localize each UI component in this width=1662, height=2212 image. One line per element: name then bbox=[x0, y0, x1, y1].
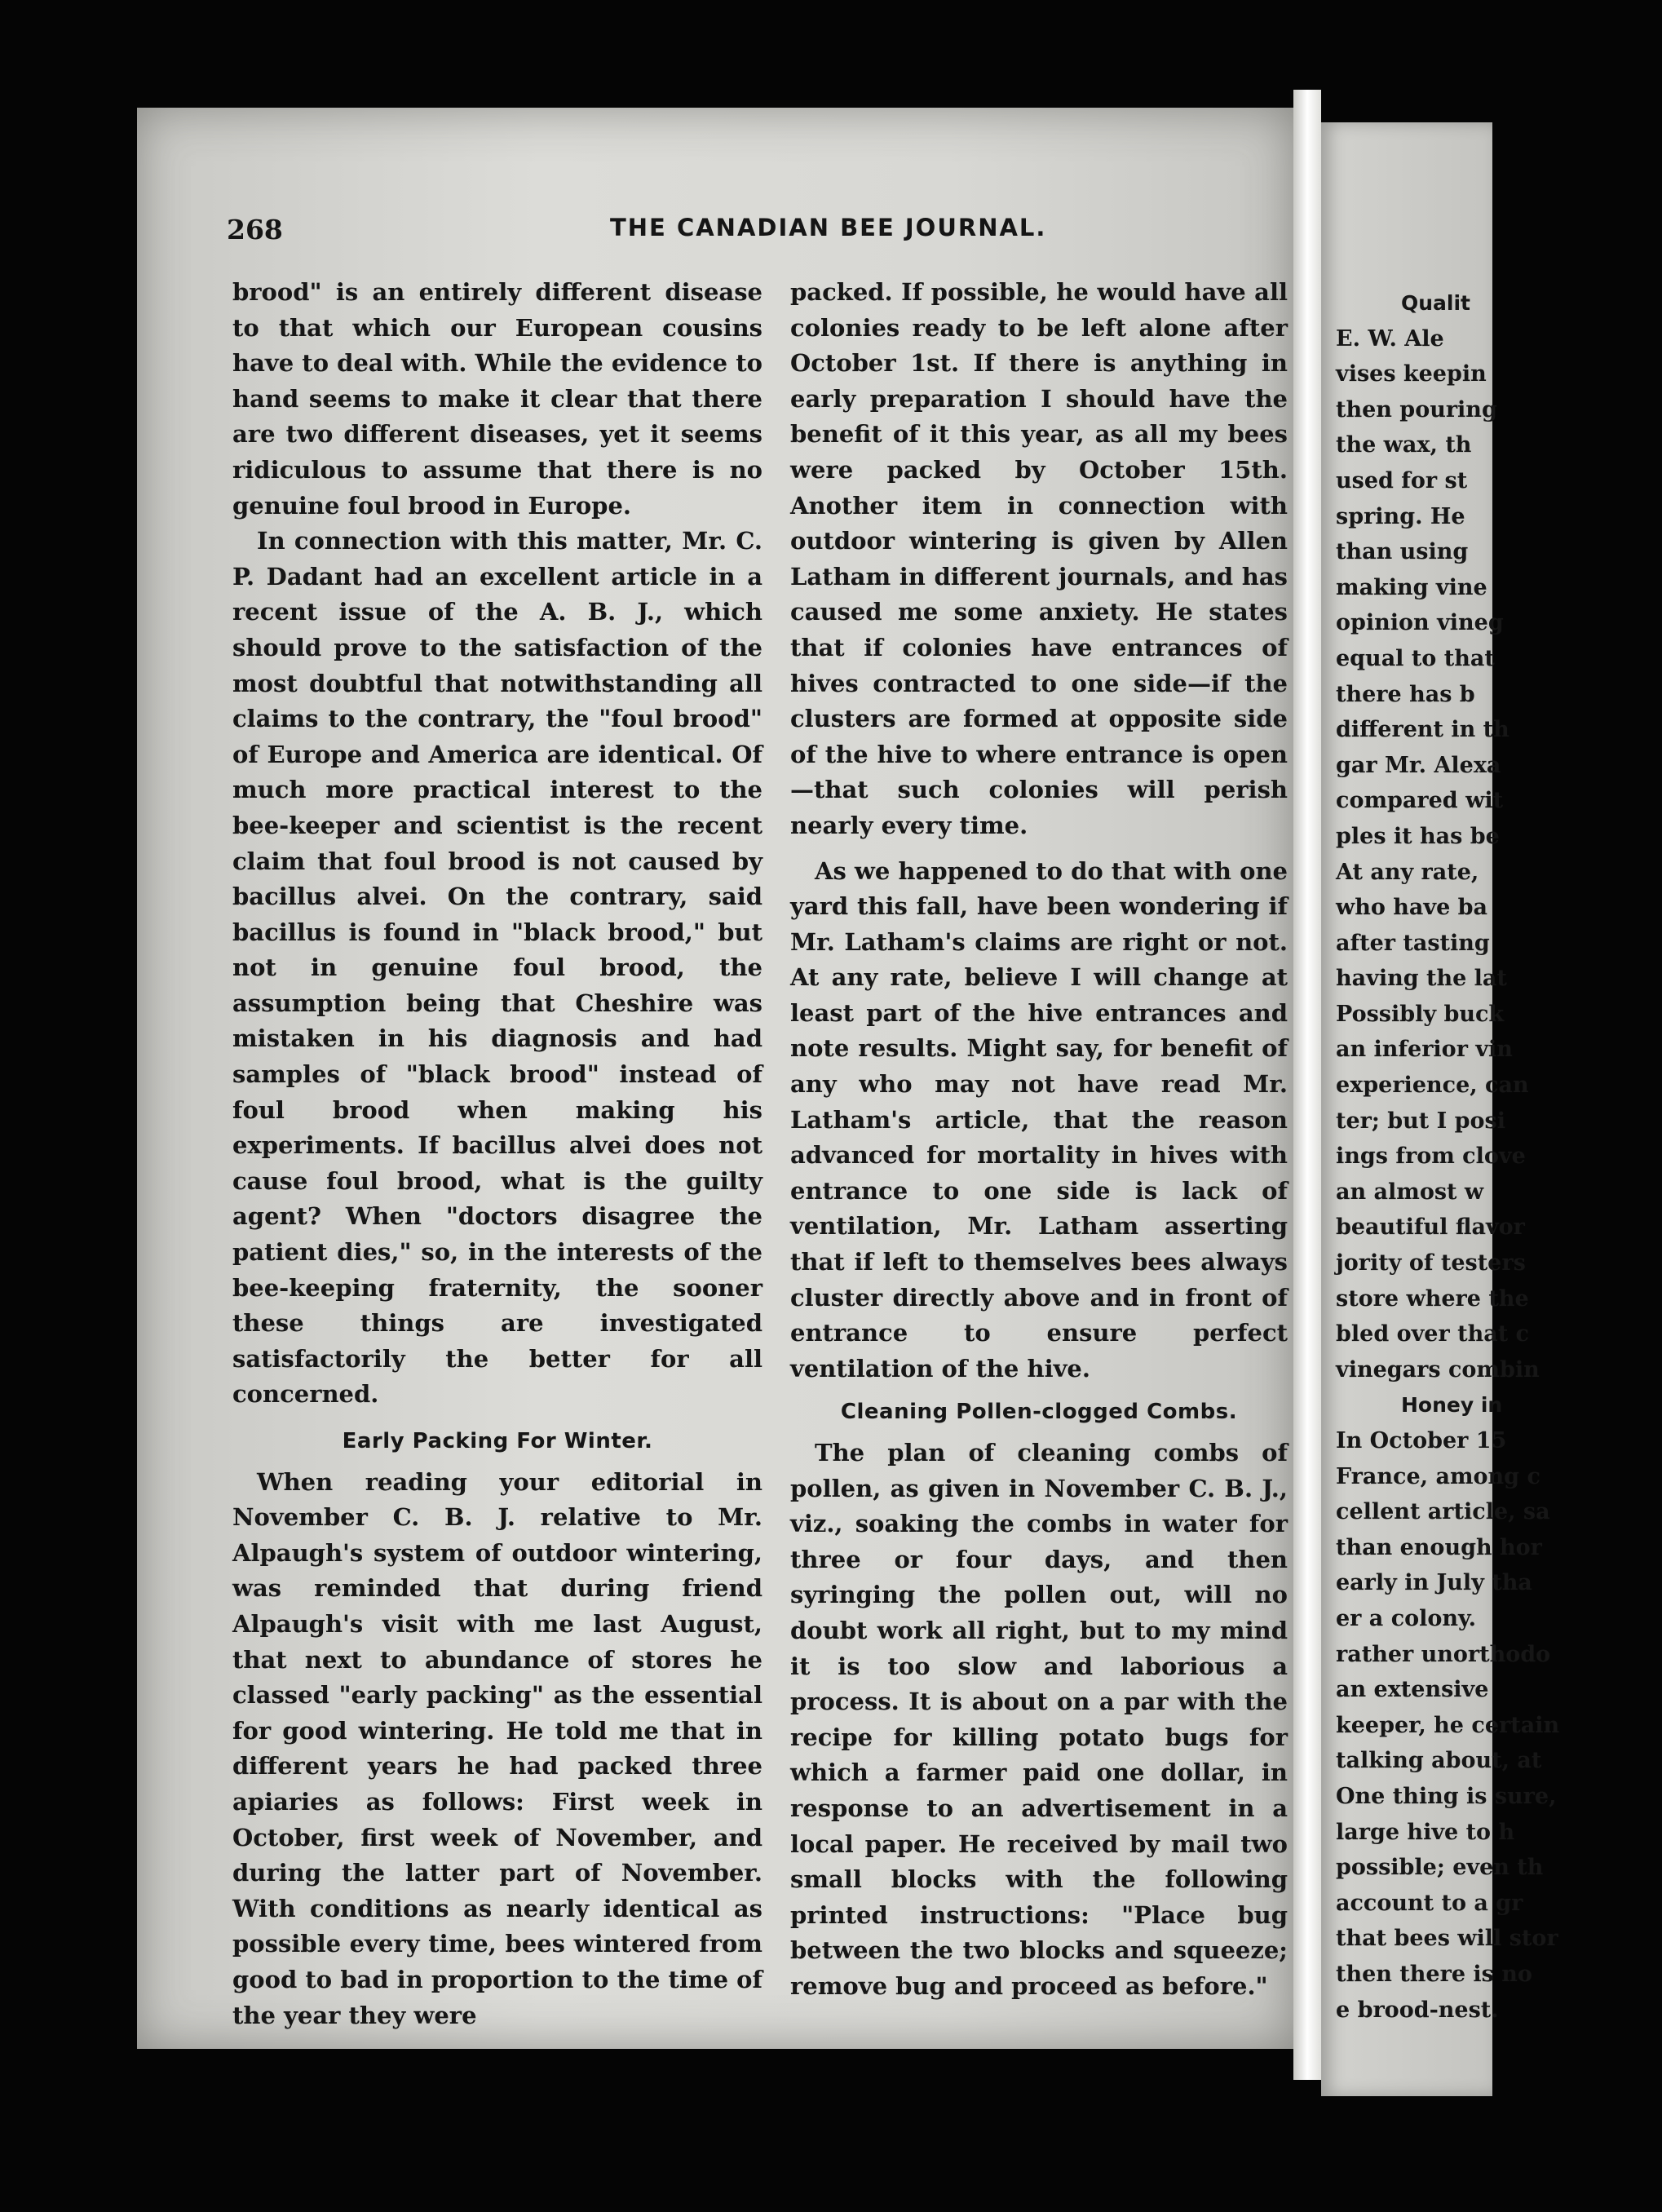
adjacent-page-line: an extensive bbox=[1336, 1677, 1489, 1703]
adjacent-page-line: er a colony. bbox=[1336, 1605, 1477, 1631]
adjacent-page-line: talking about, at bbox=[1336, 1748, 1542, 1774]
left-paragraph-2: In connection with this matter, Mr. C. P. Dadant had an excellent article in a recent issue of the A. B. J., which should prove to the satisfaction of the most doubtful that notwithstanding all claims to the contrary, the "foul brood" of Europe and America are identical. Of much more practical interest to the bee-keeper and scientist is the recent claim that foul brood is not caused by bacillus alvei. On the contrary, said bacillus is found in "black brood," but not in genuine foul brood, the assumption being that Cheshire was mistaken in his diagnosis and had samples of "black brood" instead of foul brood when making his experiments. If bacillus alvei does not cause foul brood, what is the guilty agent? When "doctors disagree the patient dies," so, in the interests of the bee-keeping fraternity, the sooner these things are investigated satisfactorily the better for all concerned. bbox=[232, 527, 762, 1409]
adjacent-page-line: Qualit bbox=[1401, 291, 1471, 315]
adjacent-page-line: At any rate, bbox=[1336, 859, 1479, 885]
adjacent-page-line: than using bbox=[1336, 539, 1469, 565]
middle-paragraph-2: As we happened to do that with one yard this fall, have been wondering if Mr. Latham's claims are right or not. At any rate, believe I will change at least part of the hive entrances and note results. Might say, for benefit of any who may not have read Mr. Latham's article, that the reason advanced for mortality in hives with entrance to one side is lack of ventilation, Mr. Latham asserting that if left to themselves bees always cluster directly above and in front of entrance to ensure perfect ventilation of the hive. bbox=[790, 856, 1288, 1382]
adjacent-page-line: there has b bbox=[1336, 681, 1475, 707]
adjacent-page-line: then there is no bbox=[1336, 1961, 1532, 1987]
adjacent-page-line: equal to that bbox=[1336, 645, 1495, 671]
adjacent-page-line: ter; but I posi bbox=[1336, 1108, 1505, 1134]
section-heading-early-packing: Early Packing For Winter. bbox=[342, 1429, 653, 1453]
middle-column bbox=[790, 275, 1288, 2005]
left-column bbox=[232, 275, 762, 2033]
left-paragraph-1: brood" is an entirely different disease to that which our European cousins have to deal with. While the evidence to hand seems to make it clear that there are two different diseases, yet it seems ridiculous to assume that there is no genuine foul brood in Europe. bbox=[232, 278, 762, 520]
adjacent-page-line: opinion vineg bbox=[1336, 610, 1504, 636]
adjacent-page-line: One thing is sure, bbox=[1336, 1783, 1557, 1809]
adjacent-page-line: different in th bbox=[1336, 717, 1510, 743]
adjacent-page-line: making vine bbox=[1336, 574, 1487, 600]
page-gutter bbox=[1293, 90, 1321, 2080]
journal-page bbox=[137, 108, 1293, 2049]
adjacent-page-line: cellent article, sa bbox=[1336, 1499, 1550, 1525]
left-paragraph-3: When reading your editorial in November C. B. J. relative to Mr. Alpaugh's system of outdoor wintering, was reminded that during friend Alpaugh's visit with me last August, that next to abundance of stores he classed "early packing" as the essential for good wintering. He told me that in different years he had packed three apiaries as follows: First week in October, first week of November, and during the latter part of November. With conditions as nearly identical as possible every time, bees wintered from good to bad in proportion to the time of the year they were bbox=[232, 1467, 762, 2029]
adjacent-page-line: beautiful flavor bbox=[1336, 1214, 1525, 1241]
page-number: 268 bbox=[227, 214, 283, 246]
page-header bbox=[227, 214, 1205, 246]
adjacent-page-line: Honey in bbox=[1401, 1393, 1503, 1418]
adjacent-page-line: having the lat bbox=[1336, 966, 1507, 992]
adjacent-page-line: after tasting bbox=[1336, 930, 1490, 956]
adjacent-page-line: ings from clove bbox=[1336, 1144, 1526, 1170]
adjacent-page-line: rather unorthodo bbox=[1336, 1641, 1551, 1667]
adjacent-page-line: used for st bbox=[1336, 467, 1468, 493]
adjacent-page-line: gar Mr. Alexa bbox=[1336, 752, 1501, 778]
adjacent-page-line: Possibly buck bbox=[1336, 1001, 1505, 1027]
adjacent-page-line: compared wit bbox=[1336, 788, 1504, 814]
adjacent-page-lines bbox=[1336, 285, 1662, 2028]
adjacent-page-line: ples it has be bbox=[1336, 823, 1500, 849]
adjacent-page-line: then pouring bbox=[1336, 396, 1497, 422]
adjacent-page-line: an inferior vin bbox=[1336, 1037, 1513, 1063]
adjacent-page-line: E. W. Ale bbox=[1336, 325, 1444, 352]
adjacent-page-line: keeper, he certain bbox=[1336, 1712, 1560, 1738]
middle-paragraph-1: packed. If possible, he would have all colonies ready to be left alone after October 1st. If there is anything in early preparation I should have the benefit of it this year, as all my bees were packed by October 15th. Another item in connection with outdoor wintering is given by Allen Latham in different journals, and has caused me some anxiety. He states that if colonies have entrances of hives contracted to one side—if the clusters are formed at opposite side of the hive to where entrance is open—that such colonies will perish nearly every time. bbox=[790, 278, 1288, 839]
adjacent-page-line: the wax, th bbox=[1336, 432, 1472, 458]
adjacent-page-line: than enough hor bbox=[1336, 1534, 1542, 1560]
adjacent-page-line: jority of testers bbox=[1336, 1250, 1526, 1276]
adjacent-page-fragment bbox=[1321, 122, 1560, 2096]
middle-paragraph-3: The plan of cleaning combs of pollen, as given in November C. B. J., viz., soaking the combs in water for three or four days, and then syringing the pollen out, will no doubt work all right, but to my mind it is too slow and laborious a process. It is about on a par with the recipe for killing potato bugs for which a farmer paid one dollar, in response to an advertisement in a local paper. He received by mail two small blocks with the following printed instructions: "Place bug between the two blocks and squeeze; remove bug and proceed as before." bbox=[790, 1439, 1288, 2000]
running-head: THE CANADIAN BEE JOURNAL. bbox=[610, 214, 1047, 241]
adjacent-page-line: e brood-nest. bbox=[1336, 1997, 1499, 2023]
adjacent-page-line: possible; even th bbox=[1336, 1855, 1544, 1881]
adjacent-page-line: France, among c bbox=[1336, 1463, 1540, 1489]
adjacent-page-line: vises keepin bbox=[1336, 361, 1487, 387]
adjacent-page-line: spring. He bbox=[1336, 503, 1465, 529]
adjacent-page-line: In October 15 bbox=[1336, 1428, 1507, 1453]
adjacent-page-line: large hive to h bbox=[1336, 1819, 1515, 1845]
adjacent-page-line: account to a gr bbox=[1336, 1890, 1523, 1916]
adjacent-page-line: store where the bbox=[1336, 1285, 1529, 1312]
adjacent-page-line: that bees will stor bbox=[1336, 1926, 1558, 1952]
adjacent-page-line: an almost w bbox=[1336, 1179, 1484, 1205]
adjacent-page-line: vinegars combin bbox=[1336, 1356, 1540, 1382]
adjacent-page-line: who have ba bbox=[1336, 895, 1488, 921]
adjacent-page-line: experience, can bbox=[1336, 1073, 1529, 1099]
adjacent-page-line: early in July tha bbox=[1336, 1570, 1532, 1596]
section-heading-cleaning-combs: Cleaning Pollen-clogged Combs. bbox=[840, 1400, 1238, 1425]
adjacent-page-line: bled over that c bbox=[1336, 1321, 1530, 1347]
